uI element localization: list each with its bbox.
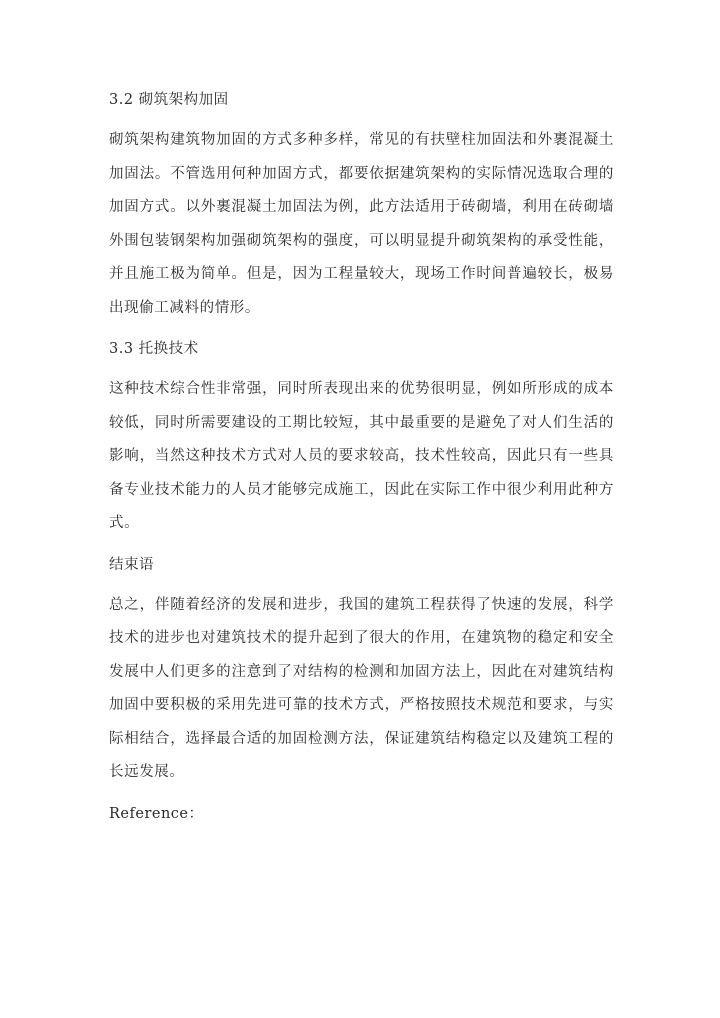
section-paragraph-3-3: 这种技术综合性非常强，同时所表现出来的优势很明显，例如所形成的成本较低，同时所需要建设的工期比较短，其中最重要的是避免了对人们生活的影响，当然这种技术方式对人员的要求较高，技术性较高，因此只有一些具备专业技术能力的人员才能够完成施工，因此在实际工作中很少利用此种方式。 [109, 381, 614, 531]
section-heading-3-3: 3.3 托换技术 [109, 341, 199, 357]
reference-label: Reference： [109, 805, 204, 822]
section-heading-3-2: 3.2 砌筑架构加固 [109, 92, 229, 108]
section-paragraph-3-2: 砌筑架构建筑物加固的方式多种多样，常见的有扶壁柱加固法和外裹混凝土加固法。不管选用何种加固方式，都要依据建筑架构的实际情况选取合理的加固方式。以外裹混凝土加固法为例，此方法适用于砖砌墙，利用在砖砌墙外围包装钢架构加强砌筑架构的强度，可以明显提升砌筑架构的承受性能，并且施工极为简单。但是，因为工程量较大，现场工作时间普遍较长，极易出现偷工减料的情形。 [109, 132, 614, 316]
conclusion-heading: 结束语 [109, 556, 154, 573]
conclusion-paragraph: 总之，伴随着经济的发展和进步，我国的建筑工程获得了快速的发展，科学技术的进步也对建筑技术的提升起到了很大的作用，在建筑物的稳定和安全发展中人们更多的注意到了对结构的检测和加固方法上，因此在对建筑结构加固中要积极的采用先进可靠的技术方式，严格按照技术规范和要求，与实际相结合，选择最合适的加固检测方法，保证建筑结构稳定以及建筑工程的长远发展。 [109, 596, 614, 780]
document-body [109, 88, 614, 826]
